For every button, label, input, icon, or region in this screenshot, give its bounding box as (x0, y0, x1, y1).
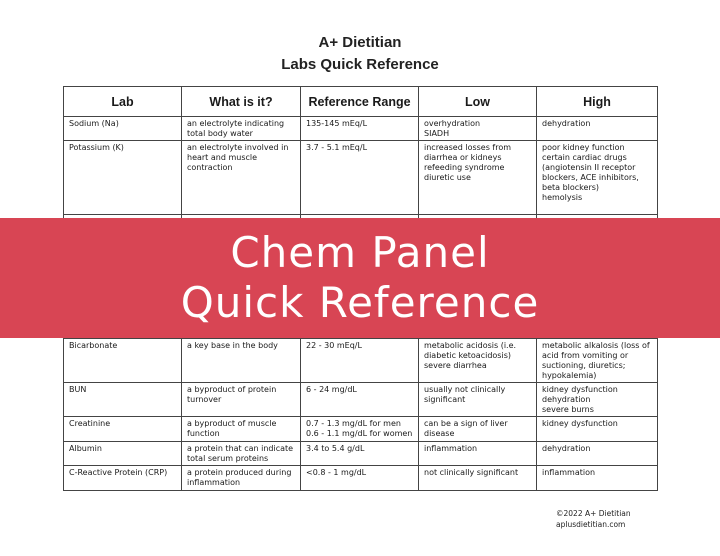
cell-low: overhydration SIADH (419, 117, 537, 141)
table-row (64, 383, 658, 417)
cell-what: a byproduct of muscle function (182, 417, 301, 442)
cell-low: metabolic acidosis (i.e. diabetic ketoacidosis) severe diarrhea (419, 339, 537, 383)
cell-high: inflammation (537, 466, 658, 491)
cell-high: poor kidney function certain cardiac drugs (angiotensin II receptor blockers, ACE inhibitors, beta blockers) hemolysis (537, 141, 658, 215)
cell-range: <0.8 - 1 mg/dL (301, 466, 419, 491)
cell-lab: Potassium (K) (64, 141, 182, 215)
column-header-lab: Lab (64, 87, 182, 117)
cell-lab: Bicarbonate (64, 339, 182, 383)
banner-line-1: Chem Panel (230, 228, 490, 277)
banner-line-2: Quick Reference (180, 278, 540, 327)
column-header-high: High (537, 87, 658, 117)
cell-high: metabolic alkalosis (loss of acid from vomiting or suctioning, diuretics; hypokalemia) (537, 339, 658, 383)
table-row (64, 117, 658, 141)
cell-high: dehydration (537, 442, 658, 466)
cell-lab: Sodium (Na) (64, 117, 182, 141)
cell-lab: BUN (64, 383, 182, 417)
cell-what: a key base in the body (182, 339, 301, 383)
cell-lab: Albumin (64, 442, 182, 466)
column-header-range: Reference Range (301, 87, 419, 117)
cell-range: 6 - 24 mg/dL (301, 383, 419, 417)
cell-lab: Creatinine (64, 417, 182, 442)
website-text: aplusdietitian.com (556, 520, 626, 529)
cell-range: 22 - 30 mEq/L (301, 339, 419, 383)
cell-low: can be a sign of liver disease (419, 417, 537, 442)
column-header-what: What is it? (182, 87, 301, 117)
table-row (64, 417, 658, 442)
table-row (64, 339, 658, 383)
cell-what: an electrolyte indicating total body water (182, 117, 301, 141)
footer (556, 508, 631, 530)
cell-range: 3.4 to 5.4 g/dL (301, 442, 419, 466)
table-header-row (64, 87, 658, 117)
cell-lab: C-Reactive Protein (CRP) (64, 466, 182, 491)
cell-high: kidney dysfunction dehydration severe burns (537, 383, 658, 417)
chem-panel-banner (0, 218, 720, 338)
document-subtitle: Labs Quick Reference (281, 56, 439, 73)
cell-what: an electrolyte involved in heart and muscle contraction (182, 141, 301, 215)
table-row (64, 442, 658, 466)
table-row (64, 141, 658, 215)
cell-high: dehydration (537, 117, 658, 141)
cell-what: a protein produced during inflammation (182, 466, 301, 491)
cell-what: a protein that can indicate total serum proteins (182, 442, 301, 466)
cell-low: increased losses from diarrhea or kidneys refeeding syndrome diuretic use (419, 141, 537, 215)
cell-high: kidney dysfunction (537, 417, 658, 442)
table-row (64, 466, 658, 491)
cell-low: not clinically significant (419, 466, 537, 491)
cell-low: inflammation (419, 442, 537, 466)
copyright-text: ©2022 A+ Dietitian (556, 509, 631, 518)
cell-what: a byproduct of protein turnover (182, 383, 301, 417)
document-title: A+ Dietitian (318, 34, 402, 51)
cell-low: usually not clinically significant (419, 383, 537, 417)
cell-range: 0.7 - 1.3 mg/dL for men 0.6 - 1.1 mg/dL for women (301, 417, 419, 442)
cell-range: 3.7 - 5.1 mEq/L (301, 141, 419, 215)
column-header-low: Low (419, 87, 537, 117)
cell-range: 135-145 mEq/L (301, 117, 419, 141)
